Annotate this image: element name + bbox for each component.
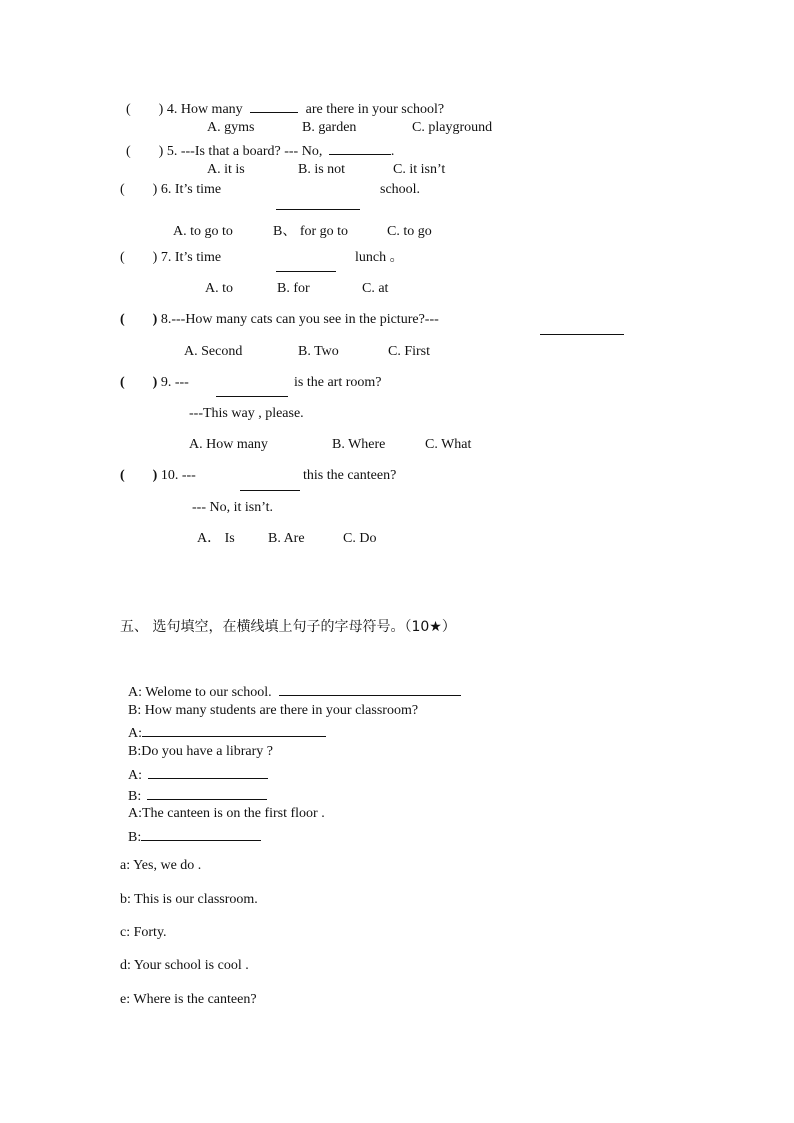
question-stem: 7. It’s time xyxy=(160,250,222,265)
dialog-line-1: A: Welome to our school. xyxy=(128,681,461,702)
question-7-answer-blank[interactable] xyxy=(276,271,336,272)
question-6-stem-tail: school. xyxy=(380,182,421,197)
dialog-line-7: A:The canteen is on the first floor . xyxy=(128,806,325,821)
answer-bracket: ( ) xyxy=(120,182,158,197)
question-8 xyxy=(120,311,439,329)
question-7 xyxy=(120,249,221,267)
answer-blank[interactable] xyxy=(329,140,391,155)
dialog-answer-blank[interactable] xyxy=(279,681,461,696)
question-6-answer-blank[interactable] xyxy=(276,209,360,210)
question-stem: 8.---How many cats can you see in the picture?--- xyxy=(160,312,439,327)
answer-blank[interactable] xyxy=(250,98,298,113)
question-10-stem-tail: this the canteen? xyxy=(303,468,397,483)
question-4-option-c: C. playground xyxy=(412,120,493,135)
question-stem: 6. It’s time xyxy=(160,182,222,197)
question-5-option-b: B. is not xyxy=(298,162,346,177)
question-5-option-c: C. it isn’t xyxy=(393,162,446,177)
choice-d: d: Your school is cool . xyxy=(120,958,249,973)
question-7-option-a: A. to xyxy=(205,281,233,296)
question-stem-tail: . xyxy=(390,144,395,159)
answer-bracket: ( ) xyxy=(126,102,164,117)
dialog-line-5: A: xyxy=(128,764,268,785)
dialog-line-8: B: xyxy=(128,826,261,847)
question-7-option-c: C. at xyxy=(362,281,389,296)
question-8-option-a: A. Second xyxy=(184,344,243,359)
question-6-option-b: B、 for go to xyxy=(273,224,349,239)
question-4 xyxy=(126,98,444,119)
question-10-option-a: A． Is xyxy=(197,531,235,546)
question-6-option-a: A. to go to xyxy=(173,224,233,239)
question-stem: 4. How many xyxy=(166,102,243,117)
answer-bracket: ( ) xyxy=(120,250,158,265)
dialog-line-6: B: xyxy=(128,785,267,806)
answer-bracket: ( ) xyxy=(120,375,158,390)
question-9-reply: ---This way , please. xyxy=(189,406,304,421)
dialog-line-4: B:Do you have a library ? xyxy=(128,744,274,759)
question-8-option-c: C. First xyxy=(388,344,431,359)
dialog-answer-blank[interactable] xyxy=(147,785,267,800)
dialog-line-2: B: How many students are there in your classroom? xyxy=(128,703,419,718)
dialog-answer-blank[interactable] xyxy=(142,722,326,737)
question-4-option-b: B. garden xyxy=(302,120,357,135)
choice-a: a: Yes, we do . xyxy=(120,858,202,873)
question-7-stem-tail: lunch 。 xyxy=(355,250,404,265)
question-stem: 5. ---Is that a board? --- No, xyxy=(166,144,323,159)
question-10-answer-blank[interactable] xyxy=(240,490,300,491)
question-4-option-a: A. gyms xyxy=(207,120,255,135)
question-9-stem-tail: is the art room? xyxy=(294,375,382,390)
answer-bracket: ( ) xyxy=(120,468,158,483)
answer-bracket: ( ) xyxy=(126,144,164,159)
question-10-option-b: B. Are xyxy=(268,531,305,546)
question-6 xyxy=(120,181,221,199)
dialog-answer-blank[interactable] xyxy=(141,826,261,841)
question-5 xyxy=(126,140,394,161)
section-5-title: 五、 选句填空，在横线填上句子的字母符号。（10★） xyxy=(120,619,456,635)
question-9-option-c: C. What xyxy=(425,437,472,452)
question-8-option-b: B. Two xyxy=(298,344,339,359)
question-stem: 10. --- xyxy=(160,468,196,483)
question-10-reply: --- No, it isn’t. xyxy=(192,500,274,515)
question-7-option-b: B. for xyxy=(277,281,310,296)
question-9-option-b: B. Where xyxy=(332,437,386,452)
answer-bracket: ( ) xyxy=(120,312,158,327)
question-10 xyxy=(120,467,196,485)
choice-c: c: Forty. xyxy=(120,925,167,940)
question-stem-tail: are there in your school? xyxy=(305,102,445,117)
question-9-option-a: A. How many xyxy=(189,437,268,452)
question-8-answer-blank[interactable] xyxy=(540,334,624,335)
question-9 xyxy=(120,374,189,392)
question-stem: 9. --- xyxy=(160,375,189,390)
question-9-answer-blank[interactable] xyxy=(216,396,288,397)
dialog-line-3: A: xyxy=(128,722,326,743)
choice-b: b: This is our classroom. xyxy=(120,892,258,907)
dialog-answer-blank[interactable] xyxy=(148,764,268,779)
choice-e: e: Where is the canteen? xyxy=(120,992,257,1007)
question-5-option-a: A. it is xyxy=(207,162,245,177)
question-6-option-c: C. to go xyxy=(387,224,432,239)
question-10-option-c: C. Do xyxy=(343,531,377,546)
